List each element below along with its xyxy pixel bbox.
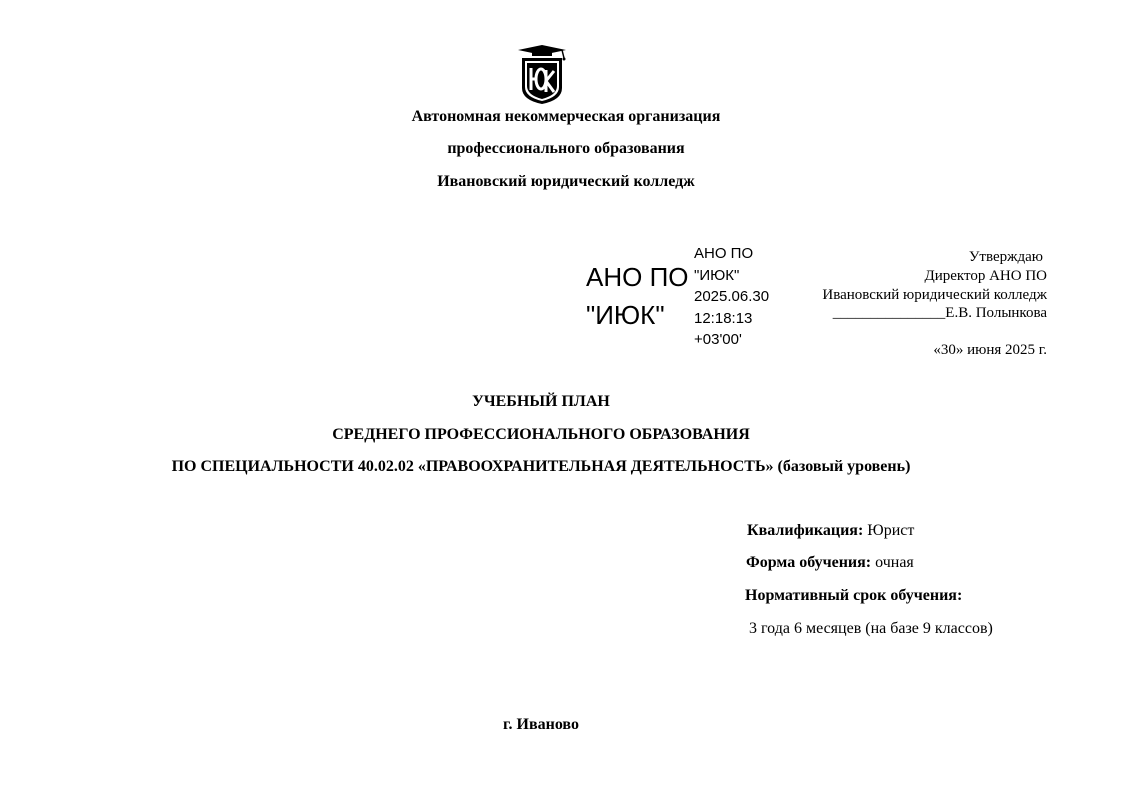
approval-org: Ивановский юридический колледж [822,287,1047,303]
digital-signature-name [586,258,688,334]
digital-signature-details [694,243,769,351]
study-form-label: Форма обучения: [746,554,872,571]
specialty-level: (базовый уровень) [773,458,911,475]
org-name-line-3: Ивановский юридический колледж [437,173,695,190]
approval-position: Директор АНО ПО [924,268,1047,284]
signature-small-line-2: "ИЮК" [694,266,740,284]
approval-date: «30» июня 2025 г. [933,342,1047,358]
signature-timezone: +03'00' [694,331,742,348]
org-name-line-1: Автономная некоммерческая организация [411,108,721,125]
qualification-label: Квалификация: [747,522,864,539]
signature-date: 2025.06.30 [694,288,770,305]
signature-time: 12:18:13 [694,309,753,327]
specialty-name: ПО СПЕЦИАЛЬНОСТИ 40.02.02 «ПРАВООХРАНИТЕЛЬНАЯ ДЕЯТЕЛЬНОСТЬ» [171,458,774,475]
study-form-row [746,554,914,572]
study-term-label: Нормативный срок обучения: [745,587,963,604]
document-subtitle: СРЕДНЕГО ПРОФЕССИОНАЛЬНОГО ОБРАЗОВАНИЯ [332,426,750,443]
signature-small-line-1: АНО ПО [694,245,754,262]
study-form-value: очная [871,554,914,571]
document-specialty [41,458,1041,476]
approval-heading: Утверждаю [968,249,1043,265]
city-name: г. Иваново [503,716,579,733]
qualification-value: Юрист [863,522,915,539]
org-name-line-2: профессионального образования [447,140,685,157]
approval-signature-line: _______________Е.В. Полынкова [832,305,1047,321]
study-term-value: 3 года 6 месяцев (на базе 9 классов) [749,620,993,637]
document-title: УЧЕБНЫЙ ПЛАН [472,393,610,410]
college-emblem-icon [514,44,570,106]
qualification-row [747,522,914,540]
signature-big-line-2: "ИЮК" [586,300,665,330]
signature-big-line-1: АНО ПО [586,262,689,292]
